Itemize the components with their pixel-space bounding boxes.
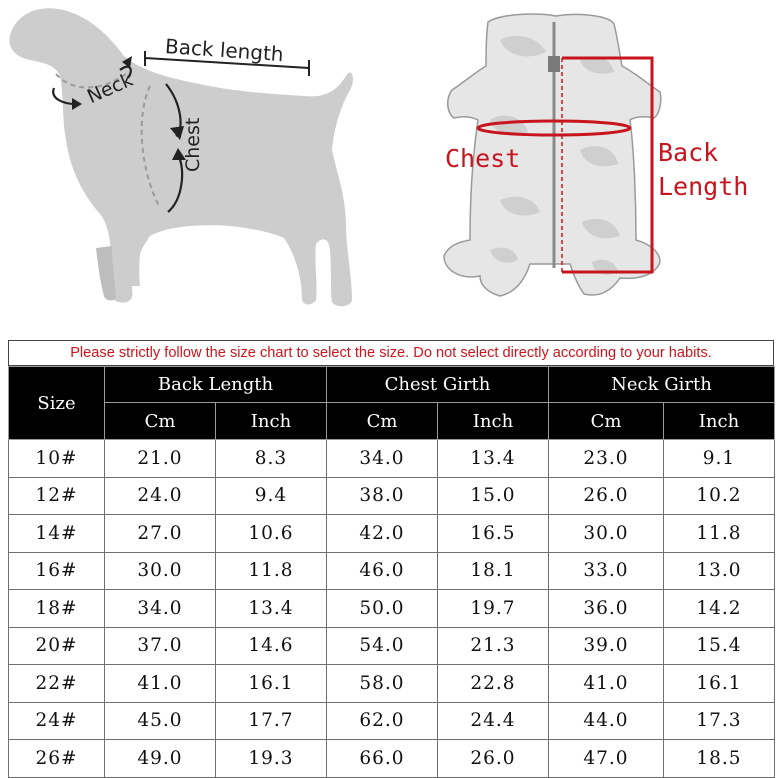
size-chart-table <box>8 366 775 778</box>
neck-girth-inch-cell: 18.5 <box>664 740 775 778</box>
table-unit-row <box>9 403 775 440</box>
chest-girth-cm-cell: 58.0 <box>327 665 438 703</box>
neck-girth-inch-cell: 15.4 <box>664 627 775 665</box>
neck-girth-inch-cell: 11.8 <box>664 515 775 553</box>
neck-girth-inch-cell: 9.1 <box>664 440 775 478</box>
chest-girth-inch-cell: 22.8 <box>438 665 549 703</box>
neck-girth-cm-cell: 36.0 <box>549 590 664 628</box>
neck-girth-inch-cell: 10.2 <box>664 477 775 515</box>
chest-girth-inch-cell: 24.4 <box>438 702 549 740</box>
chest-girth-inch-cell: 18.1 <box>438 552 549 590</box>
chest-girth-inch-cell: 15.0 <box>438 477 549 515</box>
back-length-cm-cell: 45.0 <box>105 702 216 740</box>
back-length-inch-cell: 19.3 <box>216 740 327 778</box>
neck-girth-cm-cell: 23.0 <box>549 440 664 478</box>
chest-girth-cm-cell: 66.0 <box>327 740 438 778</box>
neck-girth-inch-cell: 14.2 <box>664 590 775 628</box>
chest-girth-cm-cell: 54.0 <box>327 627 438 665</box>
unit-header: Cm <box>327 403 438 440</box>
table-row <box>9 627 775 665</box>
neck-girth-cm-cell: 39.0 <box>549 627 664 665</box>
measurement-figure <box>0 0 784 336</box>
dog-diagram <box>0 0 784 336</box>
chest-girth-cm-cell: 38.0 <box>327 477 438 515</box>
back-length-inch-cell: 17.7 <box>216 702 327 740</box>
back-length-cm-cell: 34.0 <box>105 590 216 628</box>
table-header-row <box>9 367 775 403</box>
table-row <box>9 515 775 553</box>
size-cell: 10# <box>9 440 105 478</box>
chest-girth-inch-cell: 19.7 <box>438 590 549 628</box>
table-row <box>9 477 775 515</box>
unit-header: Cm <box>105 403 216 440</box>
neck-girth-cm-cell: 26.0 <box>549 477 664 515</box>
back-length-inch-cell: 16.1 <box>216 665 327 703</box>
garment-back-label: Back <box>658 138 719 167</box>
garment-chest-label: Chest <box>445 144 521 173</box>
back-length-inch-cell: 10.6 <box>216 515 327 553</box>
back-length-inch-cell: 8.3 <box>216 440 327 478</box>
size-cell: 18# <box>9 590 105 628</box>
size-cell: 24# <box>9 702 105 740</box>
back-length-cm-cell: 24.0 <box>105 477 216 515</box>
group-header-neck-girth: Neck Girth <box>549 367 775 403</box>
chest-label: Chest <box>182 117 204 172</box>
chest-girth-cm-cell: 46.0 <box>327 552 438 590</box>
size-header: Size <box>9 367 105 440</box>
neck-girth-cm-cell: 44.0 <box>549 702 664 740</box>
chest-girth-cm-cell: 62.0 <box>327 702 438 740</box>
back-length-cm-cell: 41.0 <box>105 665 216 703</box>
back-length-label: Back length <box>164 34 285 67</box>
table-row <box>9 440 775 478</box>
neck-girth-inch-cell: 16.1 <box>664 665 775 703</box>
back-length-cm-cell: 49.0 <box>105 740 216 778</box>
neck-girth-inch-cell: 13.0 <box>664 552 775 590</box>
size-cell: 26# <box>9 740 105 778</box>
size-cell: 22# <box>9 665 105 703</box>
back-length-cm-cell: 21.0 <box>105 440 216 478</box>
neck-girth-cm-cell: 41.0 <box>549 665 664 703</box>
unit-header: Inch <box>664 403 775 440</box>
unit-header: Cm <box>549 403 664 440</box>
chest-girth-cm-cell: 42.0 <box>327 515 438 553</box>
table-row <box>9 740 775 778</box>
group-header-chest-girth: Chest Girth <box>327 367 549 403</box>
neck-label: Neck <box>84 68 137 109</box>
back-length-inch-cell: 13.4 <box>216 590 327 628</box>
back-length-inch-cell: 9.4 <box>216 477 327 515</box>
back-length-cm-cell: 37.0 <box>105 627 216 665</box>
table-body <box>9 440 775 778</box>
chest-girth-cm-cell: 50.0 <box>327 590 438 628</box>
group-header-back-length: Back Length <box>105 367 327 403</box>
chest-girth-inch-cell: 26.0 <box>438 740 549 778</box>
table-row <box>9 552 775 590</box>
size-cell: 14# <box>9 515 105 553</box>
size-chart-notice: Please strictly follow the size chart to select the size. Do not select directly according to your habits. <box>8 340 774 366</box>
neck-girth-inch-cell: 17.3 <box>664 702 775 740</box>
chest-girth-inch-cell: 16.5 <box>438 515 549 553</box>
neck-girth-cm-cell: 33.0 <box>549 552 664 590</box>
garment-length-label: Length <box>658 172 749 201</box>
back-length-cm-cell: 30.0 <box>105 552 216 590</box>
neck-girth-cm-cell: 47.0 <box>549 740 664 778</box>
unit-header: Inch <box>216 403 327 440</box>
chest-girth-inch-cell: 21.3 <box>438 627 549 665</box>
back-length-inch-cell: 11.8 <box>216 552 327 590</box>
unit-header: Inch <box>438 403 549 440</box>
back-length-cm-cell: 27.0 <box>105 515 216 553</box>
size-cell: 12# <box>9 477 105 515</box>
chest-girth-cm-cell: 34.0 <box>327 440 438 478</box>
neck-girth-cm-cell: 30.0 <box>549 515 664 553</box>
table-row <box>9 590 775 628</box>
size-cell: 20# <box>9 627 105 665</box>
table-row <box>9 702 775 740</box>
chest-girth-inch-cell: 13.4 <box>438 440 549 478</box>
size-cell: 16# <box>9 552 105 590</box>
back-length-inch-cell: 14.6 <box>216 627 327 665</box>
table-row <box>9 665 775 703</box>
